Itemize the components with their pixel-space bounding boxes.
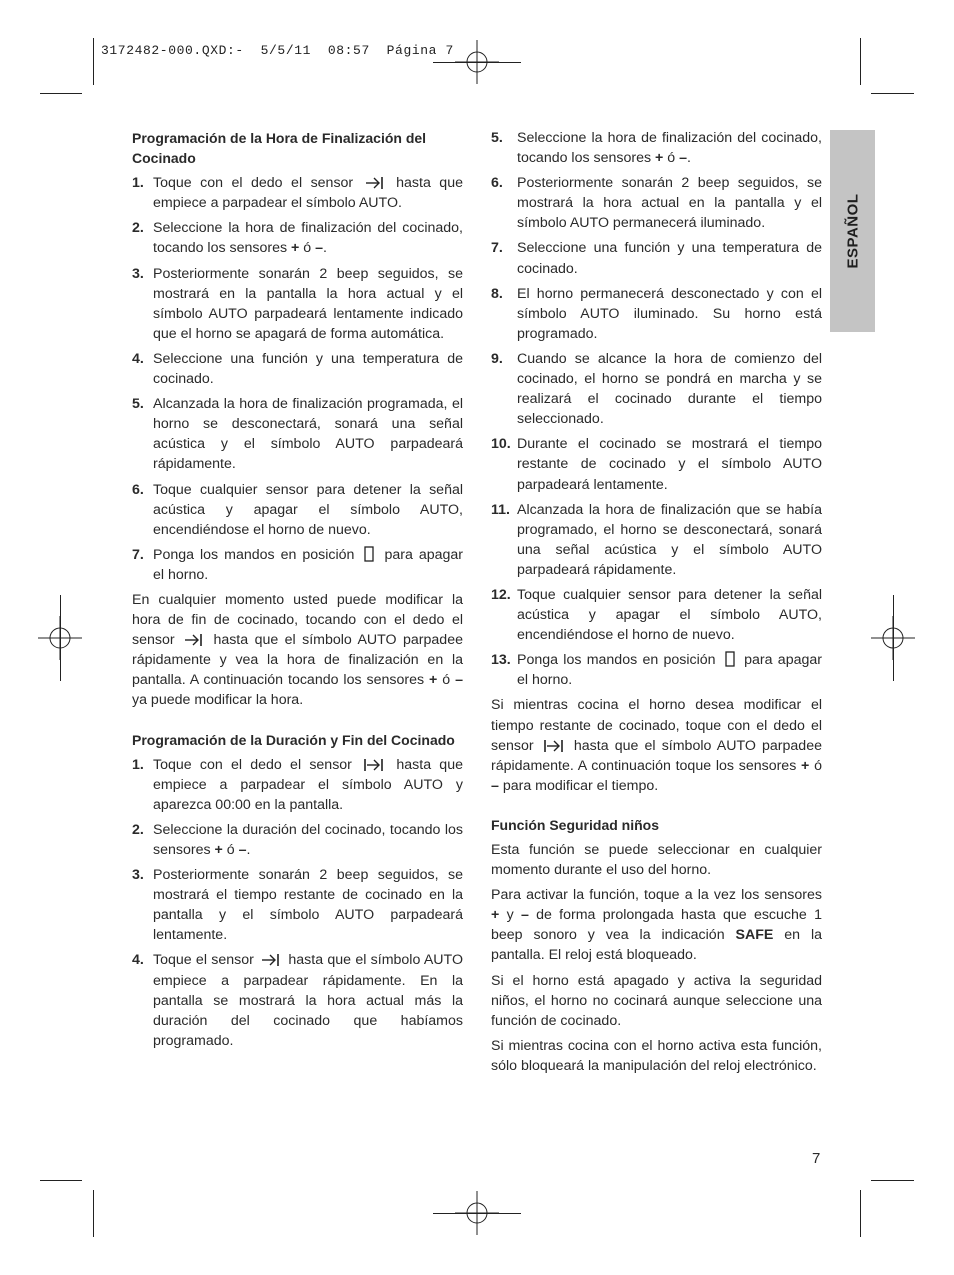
bar-arrow-bar-icon (542, 739, 566, 753)
safe-indicator: SAFE (735, 927, 774, 944)
list-item: 12. Toque cualquier sensor para detener la señal acústica y apagar el símbolo AUTO, encendiéndose el horno de nuevo. (491, 586, 822, 644)
bar-arrow-bar-icon (362, 758, 386, 772)
list-item: 9. Cuando se alcance la hora de comienzo del cocinado, el horno se pondrá en marcha y se realizará el cocinado durante el tiempo seleccionado. (491, 350, 822, 428)
list-item: 6. Toque cualquier sensor para detener la señal acústica y apagar el símbolo AUTO, encendiéndose el horno de nuevo. (132, 481, 463, 538)
list-item: 10. Durante el cocinado se mostrará el tiempo restante de cocinado y el símbolo AUTO parpadeará lentamente. (491, 436, 822, 493)
list-item: 7. Seleccione una función y una temperatura de cocinado. (491, 240, 822, 277)
list-item: 3. Posteriormente sonarán 2 beep seguidos, se mostrará el tiempo restante de cocinado en la pantalla y el símbolo AUTO parpadeará lentamente. (132, 867, 463, 944)
registration-mark-top (455, 40, 499, 84)
off-position-icon (362, 546, 376, 562)
list-item: 8. El horno permanecerá desconectado y con el símbolo AUTO iluminado. Su horno está programado. (491, 285, 822, 342)
list-item: 1. Toque con el dedo el sensor hasta que empiece a parpadear el símbolo AUTO. (132, 175, 463, 212)
list-item: 11. Alcanzada la hora de finalización que se había programado, el horno se desconectará, sonará una señal acústica y el símbolo AUTO parpadeará rápidamente. (491, 501, 822, 578)
registration-mark-left (38, 616, 82, 660)
paragraph: Si mientras cocina el horno desea modificar el tiempo restante de cocinado, toque con el dedo el sensor hasta que el símbolo AUTO parpadee rápidamente. A continuación toque los sensores + ó – para modificar el tiempo. (491, 697, 822, 794)
language-tab (830, 130, 875, 332)
print-header: 3172482-000.QXD:- 5/5/11 08:57 Página 7 (101, 43, 454, 58)
section-heading-duration: Programación de la Duración y Fin del Cocinado (132, 731, 455, 748)
paragraph: Esta función se puede seleccionar en cualquier momento durante el uso del horno. (491, 842, 822, 879)
list-item: 3. Posteriormente sonarán 2 beep seguidos, se mostrará en la pantalla la hora actual y el símbolo AUTO parpadeará lentamente indicado que el horno se apagará de forma automática. (132, 265, 463, 342)
arrow-to-bar-icon (364, 176, 386, 190)
section-heading-end-time: Programación de la Hora de Finalización del Cocinado (132, 130, 427, 167)
list-item: 2. Seleccione la hora de finalización del cocinado, tocando los sensores + ó –. (132, 220, 463, 257)
list-item: 5. Alcanzada la hora de finalización programada, el horno se desconectará, sonará una señal acústica y el símbolo AUTO parpadeará rápidamente. (132, 396, 463, 473)
list-item: 4. Seleccione una función y una temperatura de cocinado. (132, 350, 463, 388)
section-heading-child-safety: Función Seguridad niños (491, 816, 659, 833)
page-number: 7 (812, 1150, 821, 1167)
language-tab-label: ESPAÑOL (844, 193, 861, 269)
arrow-to-bar-icon (183, 633, 205, 647)
list-item: 1. Toque con el dedo el sensor hasta que empiece a parpadear el símbolo AUTO y aparezca 00:00 en la pantalla. (132, 756, 463, 813)
list-item: 13. Ponga los mandos en posición para apagar el horno. (491, 652, 822, 689)
right-column (491, 128, 822, 1081)
left-column (132, 128, 463, 1056)
paragraph: Si el horno está apagado y activa la seguridad niños, el horno no cocinará aunque seleccione una función de cocinado. (491, 972, 822, 1029)
list-item: 2. Seleccione la duración del cocinado, tocando los sensores + ó –. (132, 821, 463, 858)
paragraph: Si mientras cocina con el horno activa esta función, sólo bloqueará la manipulación del reloj electrónico. (491, 1037, 822, 1074)
list-item: 4. Toque el sensor hasta que el símbolo AUTO empiece a parpadear rápidamente. En la pantalla se mostrará la hora actual más la duración del cocinado que habíamos programado. (132, 952, 463, 1049)
list-item: 6. Posteriormente sonarán 2 beep seguidos, se mostrará la hora actual en la pantalla y el símbolo AUTO permanecerá iluminado. (491, 175, 822, 232)
paragraph: En cualquier momento usted puede modificar la hora de fin de cocinado, tocando con el dedo el sensor hasta que el símbolo AUTO parpadee rápidamente y vea la hora de finalización en la pantalla. A continuación tocando los sensores + ó – ya puede modificar la hora. (132, 591, 463, 709)
registration-mark-right (871, 616, 915, 660)
arrow-to-bar-icon (260, 953, 282, 967)
paragraph: Para activar la función, toque a la vez los sensores + y – de forma prolongada hasta que escuche 1 beep sonoro y vea la indicación SAFE en la pantalla. El reloj está bloqueado. (491, 887, 823, 964)
list-item: 5. Seleccione la hora de finalización del cocinado, tocando los sensores + ó –. (491, 130, 822, 167)
off-position-icon (723, 651, 737, 667)
registration-mark-bottom (455, 1191, 499, 1235)
list-item: 7. Ponga los mandos en posición para apagar el horno. (132, 546, 463, 583)
